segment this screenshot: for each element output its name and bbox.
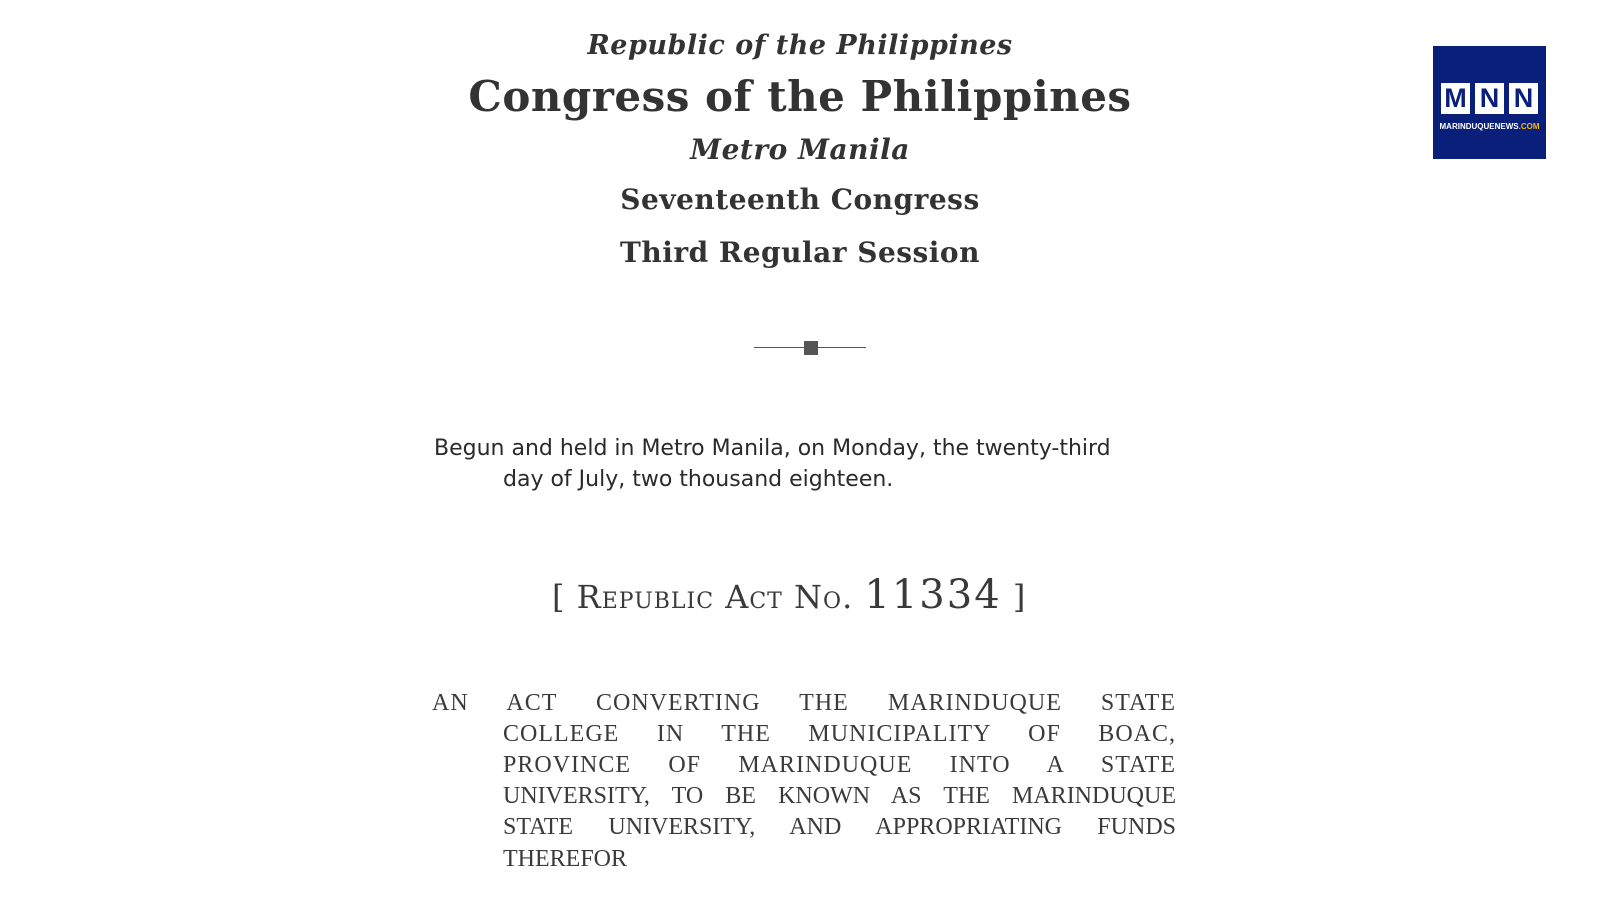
divider-square: [804, 341, 818, 355]
act-title-line: COLLEGE IN THE MUNICIPALITY OF BOAC,: [503, 721, 1176, 747]
ra-suffix: ]: [1012, 578, 1027, 616]
header-session: Third Regular Session: [620, 236, 980, 269]
logo-site-main: MARINDUQUENEWS: [1439, 122, 1519, 131]
header-congress-number: Seventeenth Congress: [620, 183, 980, 216]
header-congress: Congress of the Philippines: [468, 72, 1132, 121]
ra-number: 11334: [864, 572, 1002, 618]
intro-line-2: day of July, two thousand eighteen.: [503, 467, 894, 492]
act-title-line: AN ACT CONVERTING THE MARINDUQUE STATE: [432, 690, 1176, 716]
mnn-logo: [1433, 46, 1546, 159]
ornament-divider: [754, 341, 866, 355]
logo-letter: N: [1509, 83, 1538, 114]
ra-prefix: [ Republic Act No.: [552, 578, 854, 616]
logo-site-name: [1433, 122, 1546, 131]
republic-act-number: [552, 572, 1026, 618]
logo-letters: [1441, 83, 1538, 117]
logo-letter: N: [1475, 83, 1504, 114]
logo-site-tld: .COM: [1518, 122, 1540, 131]
header-republic: Republic of the Philippines: [587, 30, 1013, 61]
intro-line-1: Begun and held in Metro Manila, on Monday, the twenty-third: [434, 436, 1111, 461]
act-title-line: PROVINCE OF MARINDUQUE INTO A STATE: [503, 752, 1176, 778]
act-title-line: UNIVERSITY, TO BE KNOWN AS THE MARINDUQUE: [503, 783, 1176, 809]
header-metro-manila: Metro Manila: [690, 133, 910, 166]
act-title-line: THEREFOR: [503, 846, 628, 872]
act-title-line: STATE UNIVERSITY, AND APPROPRIATING FUNDS: [503, 814, 1176, 840]
logo-letter: M: [1441, 83, 1470, 114]
